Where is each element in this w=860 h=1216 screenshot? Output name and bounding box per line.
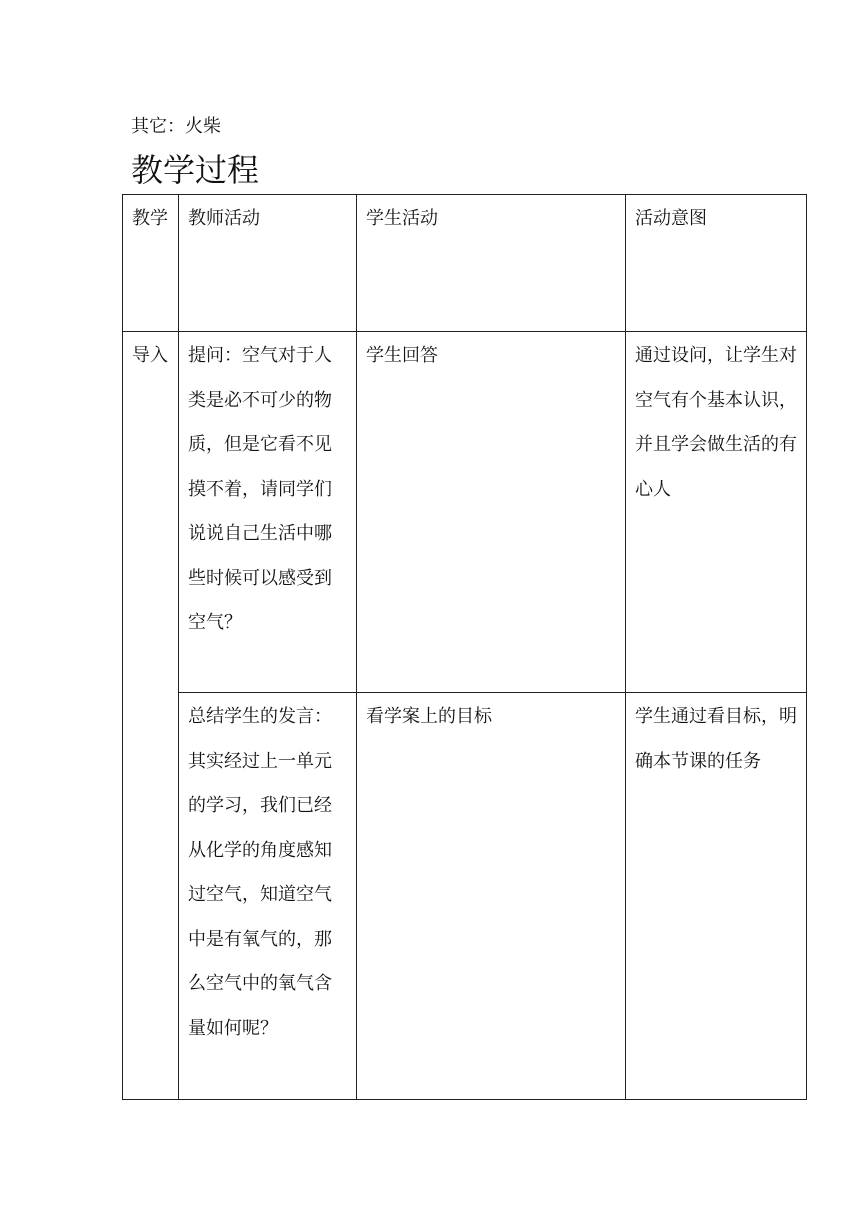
header-intent-text: 活动意图 [635, 208, 707, 229]
teacher-activity-text: 总结学生的发言：其实经过上一单元的学习，我们已经从化学的角度感知过空气，知道空气中是有氧气的，那么空气中的氧气含量如何呢？ [188, 706, 332, 1039]
stage-cell [123, 332, 179, 1100]
header-student-text: 学生活动 [366, 208, 438, 229]
activity-intent-cell [626, 693, 807, 1100]
teacher-activity-cell [179, 693, 357, 1100]
header-cell-teacher [179, 195, 357, 332]
teacher-activity-text: 提问：空气对于人类是必不可少的物质，但是它看不见摸不着，请同学们说说自己生活中哪些时候可以感受到空气？ [188, 345, 332, 633]
header-cell-intent [626, 195, 807, 332]
student-activity-text: 看学案上的目标 [366, 706, 492, 727]
stage-label: 导入 [132, 345, 168, 366]
activity-intent-text: 通过设问，让学生对空气有个基本认识，并且学会做生活的有心人 [635, 345, 797, 500]
student-activity-cell [357, 332, 626, 693]
activity-intent-text: 学生通过看目标，明确本节课的任务 [635, 706, 797, 772]
activity-intent-cell [626, 332, 807, 693]
table-header-row [123, 195, 807, 332]
section-title: 教学过程 [131, 151, 260, 189]
student-activity-text: 学生回答 [366, 345, 438, 366]
teacher-activity-cell [179, 332, 357, 693]
header-cell-stage [123, 195, 179, 332]
table-row [123, 693, 807, 1100]
header-stage-text: 教学 [132, 208, 168, 229]
header-cell-student [357, 195, 626, 332]
header-teacher-text: 教师活动 [188, 208, 260, 229]
student-activity-cell [357, 693, 626, 1100]
teaching-process-table [122, 194, 807, 1100]
materials-other: 其它：火柴 [131, 116, 221, 137]
table-row [123, 332, 807, 693]
